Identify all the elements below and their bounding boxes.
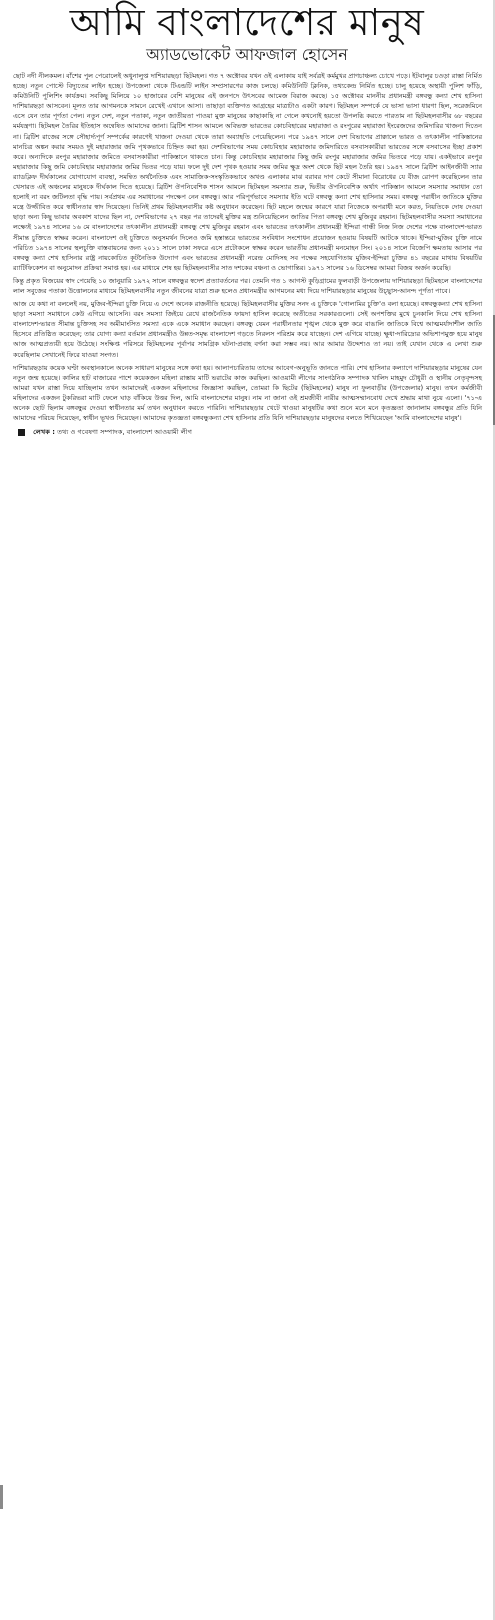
article-paragraph-1: ছোট নদী নীলকমল। বাঁশের পুল পেরোলেই অধুনালুপ্ত দাশিয়ারছড়া ছিটমহল। গত ৭ অক্টোবর যখন ওই এলাকায় যাই সর্বত্রই কর্মমুখর প্রাণচাঞ্চল্য চোখে পড়ে। ইটবালুর চওড়া রাস্তা নির্মিত হচ্ছে। নতুন পোস্টে বিদ্যুতের লাইন হচ্ছে। উপজেলা থেকে টিএন্ডটি লাইন সম্প্রসারণের কাজ চলছে। কমিউনিটি ক্লিনিক, তথ্যকেন্দ্র নির্মিত হচ্ছে। চালু হয়েছে অস্থায়ী পুলিশ ফাঁড়ি, কমিউনিটি পুলিশিং কার্যক্রম। সবকিছু মিলিয়ে ১০ হাজারের বেশি মানুষের এই জনপদে উৎসবের আমেজ বিরাজ করছে। ১৫ অক্টোবর মাননীয় প্রধানমন্ত্রী বঙ্গবন্ধু কন্যা শেখ হাসিনা দাশিয়ারছড়া আসবেন। মূলত তার আগমনকে সামনে রেখেই এখানে আসা। তাছাড়া ব্যক্তিগত আগ্রহের মাত্রাটাও একটা কারণ। ছিটমহল সম্পর্কে যে ভাসা ভাসা ধারণা ছিল, সরেজমিনে এসে যেন তার পূর্ণতা পেল। নতুন দেশ, নতুন পতাকা, নতুন জাতীয়তা পাওয়া মুক্ত মানুষের কাছাকাছি না গেলে কখনোই হয়তো উপলব্ধি করতে পারতাম না ছিটমহলবাসীর ৬৮ বছরের মর্মযন্ত্রণা। ছিটমহল তৈরির ইতিহাস অন্বেষিত আমাদের জানা। ব্রিটিশ শাসন আমলে অবিভক্ত ভারতের কোচবিহারের মহারাজা ও রংপুরের মহারাজা ইংরেজদের জমিদারির খাজনা দিতেন না। ব্রিটিশ রাজের সঙ্গে সৌহার্দ্যপূর্ণ সম্পর্কের কারণেই খাজনা দেওয়া থেকে তারা অব্যাহতি পেয়েছিলেন। পরে ১৯৪৭ সালে দেশ বিভাগের প্রাক্কালে ভারত ও তৎকালীন পাকিস্তানের মানচিত্র অঙ্কন করার সময়ও দুই মহারাজার জমি পৃথকভাবে চিহ্নিত করা হয়। দেশবিভাগের সময় কোচবিহার মহারাজার জমিদারিতে বসবাসকারীরা ভারতের সঙ্গে বসবাসের ইচ্ছা প্রকাশ করে। অন্যদিকে রংপুর মহারাজার জমিতে বসবাসকারীরা পাকিস্তানে থাকতে চান। কিন্তু কোচবিহার মহারাজার কিছু জমি রংপুর মহারাজার জমির ভিতরে পড়ে যায়। একইভাবে রংপুর মহারাজার কিছু জমি কোচবিহার মহারাজার জমির ভিতর পড়ে যায়। ফলে দুই দেশ পৃথক হওয়ার সময় জমির ক্ষুদ্র অংশ থেকে ছিট মহল তৈরি হয়। ১৯৪৭ সালে ব্রিটিশ আইনজীবী স্যার র‌্যাডক্লিফ দীর্ঘকালের যোগাযোগ ব্যবস্থা, সমন্বিত অর্থনৈতিক এবং সামাজিক-সংস্কৃতিকভাবে অখণ্ড এলাকার মাঝ বরাবর দাগ কেটে সীমানা বিরোধের যে বীজ রোপণ করেছিলেন তার খেসারত এই অঞ্চলের মানুষকে দীর্ঘকাল দিতে হয়েছে। ব্রিটিশ ঔপনিবেশিক শাসন আমলে ছিটমহল সমস্যার শুরু, দ্বিতীয় ঔপনিবেশিক অর্থাৎ পাকিস্তান আমলে সমস্যার সমাধান তো হলোই না বরং জটিলতা বৃদ্ধি পায়। সর্বপ্রথম এর সমাধানের পদক্ষেপ নেন বঙ্গবন্ধু। আর পরিপূর্ণভাবে সমস্যার ইতি ঘটে বঙ্গবন্ধু কন্যা শেখ হাসিনার সময়। বঙ্গবন্ধু পরাধীন জাতিকে মুক্তির মন্ত্রে উজ্জীবিত করে স্বাধীনতার স্বাদ দিয়েছেন। তিনিই প্রথম ছিটমহলবাসীর কষ্ট অনুধাবন করেছেন। ছিট মহলে জন্মের কারণে যারা নিজেকে অপরাধী মনে করত, নিয়তিকে দোষ দেওয়া ছাড়া অন্য কিছু ভাবার অবকাশ যাদের ছিল না, দেশবিভাগের ২৭ বছর পর তাদেরই মুক্তির মন্ত্র শুনিয়েছিলেন জাতির পিতা বঙ্গবন্ধু শেখ মুজিবুর রহমান। ছিটমহলবাসীর সমস্যা সমাধানের লক্ষ্যেই ১৯৭৪ সালের ১৬ মে বাংলাদেশের তৎকালীন প্রধানমন্ত্রী বঙ্গবন্ধু শেখ মুজিবুর রহমান এবং ভারতের তৎকালীন প্রধানমন্ত্রী ইন্দিরা গান্ধী নিজ নিজ দেশের পক্ষে বাংলাদেশ-ভারত সীমান্ত চুক্তিতে স্বাক্ষর করেন। বাংলাদেশ ওই চুক্তিতে অনুসমর্থন দিলেও জমি হস্তান্তরে ভারতের সংবিধান সংশোধন প্রয়োজন হওয়ায় বিষয়টি আটকে থাকে। ইন্দিরা-মুজিব চুক্তি নামে পরিচিত ১৯৭৪ সালের স্থলচুক্তি বাস্তবায়নের জন্য ২০১১ সালে ঢাকা সফরে এসে প্রটোকলে স্বাক্ষর করেন ভারতীয় প্রধানমন্ত্রী মনমোহন সিং। ২০১৪ সালে বিজেপি ক্ষমতায় আসার পর বঙ্গবন্ধু কন্যা শেখ হাসিনার রাষ্ট্র নায়কোচিত কূটনৈতিক উদ্যোগ এবং ভারতের প্রধানমন্ত্রী নরেন্দ্র মোদিসহ সব পক্ষের সহযোগিতায় মুজিব-ইন্দিরা চুক্তির ৪১ বছরের মাথায় বিষয়টির র‌্যাটিফিকেশন বা অনুমোদন প্রক্রিয়া সমাপ্ত হয়। এর মাধ্যমে শেষ হয় ছিটমহলবাসীর সাত দশকের বঞ্চনা ও ভোগান্তির। ১৯৭১ সালের ১৬ ডিসেম্বর আমরা বিজয় অর্জন করেছি। (13, 72, 482, 272)
article-headline: আমি বাংলাদেশের মানুষ (69, 1, 425, 44)
article-paragraph-2: কিন্তু প্রকৃত বিজয়ের স্বাদ পেয়েছি ১০ জানুয়ারি ১৯৭২ সালে বঙ্গবন্ধুর স্বদেশ প্রত্যাবর্তনের পর। তেমনি গত ১ আগস্ট কুড়িগ্রামের ফুলবাড়ী উপজেলায় দাশিয়ারছড়া ছিটমহলে বাংলাদেশের লাল সবুজের পতাকা উত্তোলনের মাধ্যমে ছিটমহলবাসীর নতুন জীবনের যাত্রা শুরু হলেও প্রধানমন্ত্রীর আগমনের মধ্য দিয়ে দাশিয়ারছড়ার মানুষের উচ্ছ্বাস-আনন্দ পূর্ণতা পাবে। (13, 276, 482, 295)
author-note-label: লেখক : (33, 428, 55, 437)
author-note (8, 427, 486, 437)
article-paragraph-4: দাশিয়ারছড়ায় কয়েক ঘণ্টা অবস্থানকালে অনেক সাধারণ মানুষের সঙ্গে কথা হয়। আলাপচারিতায় তাদের আবেগ-অনুভূতি জানতে পারি। শেখ হাসিনার কল্যাণে দাশিয়ারছড়ার মানুষের যেন নতুন জন্ম হয়েছে। কালির হাট বাজারের পাশে কয়েকজন মহিলা রাস্তায় মাটি ভরাটের কাজ করছিল। আওয়ামী লীগের সাংগঠনিক সম্পাদক খালিদ মাহমুদ চৌধুরী ও স্থানীয় নেতৃবৃন্দসহ আমরা যখন রাস্তা দিয়ে যাচ্ছিলাম তখন আমাদেরই একজন মহিলাদের জিজ্ঞাসা করছিল, তোমরা কি ছিটের (ছিটমহলের) মানুষ না ফুলবাড়ীর (উপজেলার) মানুষ। তখন কর্মজীবী মহিলাদের একজন টুকরিভরা মাটি ফেলে ঘাড় বাঁকিয়ে উত্তর দিল, আমি বাংলাদেশের মানুষ। নাম না জানা ওই শ্রমজীবী নারীর আত্মসম্মানবোধ দেখে শ্রদ্ধায় মাথা নুয়ে এলো। '৭১-এ অনেক ছোট ছিলাম বঙ্গবন্ধুর দেওয়া স্বাধীনতার মর্ম তখন অনুধাবন করতে পারিনি। দাশিয়ারছড়ার খেটে খাওয়া মানুষটির কথা শুনে মনে মনে কৃতজ্ঞতা জানালাম বঙ্গবন্ধুর প্রতি যিনি আমাদের পরিচয় দিয়েছেন, স্বাধীন ভূখণ্ড দিয়েছেন। আমাদের কৃতজ্ঞতা বঙ্গবন্ধুকন্যা শেখ হাসিনার প্রতি যিনি দাশিয়ারছড়ার মানুষদের বলতে শিখিয়েছেন 'আমি বাংলাদেশের মানুষ'। (13, 363, 482, 423)
newspaper-article (8, 0, 486, 1620)
author-note-text: তথ্য ও গবেষণা সম্পাদক, বাংলাদেশ আওয়ামী লীগ (57, 428, 193, 437)
article-byline: অ্যাডভোকেট আফজাল হোসেন (146, 45, 348, 64)
article-paragraph-3: আজ যে কথা না বললেই নয়, মুজিব-ইন্দিরা চুক্তি নিয়ে এ দেশে অনেক রাজনীতি হয়েছে। ছিটমহলবাসীর মুক্তির সনদ এ চুক্তিকে 'গোলামির চুক্তি'ও বলা হয়েছে। বঙ্গবন্ধুকন্যা শেখ হাসিনা ছাড়া সমস্যা সমাধানে কেউ এগিয়ে আসেনি। বরং সমস্যা জিইয়ে রেখে রাজনৈতিক ফায়দা হাসিল করেছে অতীতের সরকারগুলো। সেই অপশক্তির মুখে চুনকালি দিয়ে শেখ হাসিনা বাংলাদেশ-ভারত সীমান্ত চুক্তিসহ সব অমীমাংসিত সমস্যা একে একে সমাধান করছেন। বঙ্গবন্ধু যেমন পরাধীনতার শৃঙ্খল থেকে মুক্ত করে বাঙালি জাতিকে বিশ্বে আত্মমর্যাদাশীল জাতি হিসেবে প্রতিষ্ঠিত করেছেন; তার যোগ্য কন্যা বর্তমান প্রধানমন্ত্রীও উন্নত-সমৃদ্ধ বাংলাদেশ গড়তে নিরলস পরিশ্রম করে যাচ্ছেন। দেশ এগিয়ে যাচ্ছে। ক্ষুধা-দারিদ্র্যের অভিশাপমুক্ত হয়ে মানুষ আজ আত্মপ্রত্যয়ী হয়ে উঠেছে। সংক্ষিপ্ত পরিসরে ছিটমহলের পূর্বাপর সামগ্রিক ঘটনা-প্রবাহ বর্ণনা করা সম্ভব নয়। আর আমার উদ্দেশ্যও তা নয়। তাই যেখান থেকে এ লেখা শুরু করেছিলাম সেখানেই ফিরে যাওয়া সংগত। (13, 300, 482, 359)
bullet-square-icon (18, 429, 25, 436)
left-edge-mark (0, 1485, 3, 1509)
